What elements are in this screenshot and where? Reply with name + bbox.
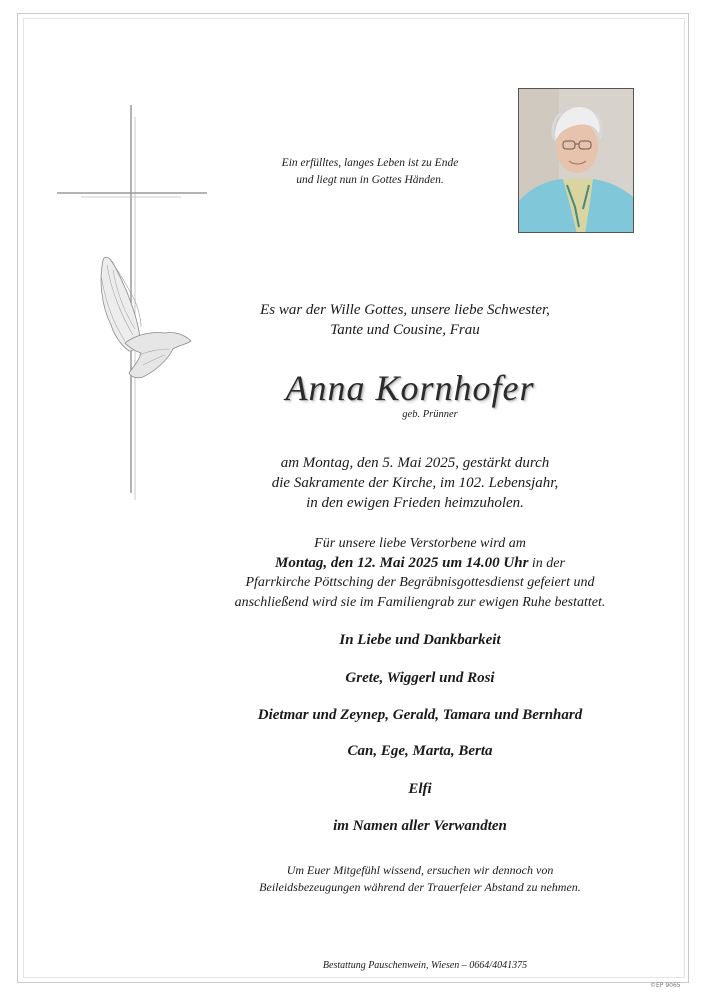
- service-line-rest: in der: [528, 555, 565, 571]
- intro-line: Tante und Cousine, Frau: [330, 322, 480, 338]
- signature-line: In Liebe und Dankbarkeit: [339, 632, 501, 648]
- service-date: Montag, den 12. Mai 2025 um 14.00 Uhr: [275, 554, 529, 571]
- signature-line: im Namen aller Verwandten: [333, 818, 507, 834]
- deceased-name: Anna Kornhofer: [285, 368, 535, 408]
- death-details: [230, 453, 600, 513]
- funeral-home-footer: Bestattung Pauschenwein, Wiesen – 0664/4041375: [322, 960, 528, 971]
- quote-line: und liegt nun in Gottes Händen.: [296, 174, 444, 186]
- cross-icon: [55, 105, 215, 500]
- memorial-quote: [245, 155, 495, 189]
- closing-note: [200, 862, 640, 896]
- print-code: ©EP 9065: [650, 982, 681, 989]
- signature-line: Elfi: [408, 781, 432, 797]
- signature-line: Can, Ege, Marta, Berta: [347, 743, 493, 759]
- death-line: in den ewigen Frieden heimzuholen.: [306, 495, 524, 511]
- closing-line: Um Euer Mitgefühl wissend, ersuchen wir dennoch von: [286, 863, 554, 877]
- birth-name: geb. Prünner: [402, 409, 458, 420]
- portrait-image: [519, 89, 634, 233]
- closing-line: Beileidsbezeugungen während der Trauerfeier Abstand zu nehmen.: [259, 880, 581, 894]
- service-line: anschließend wird sie im Familiengrab zur ewigen Ruhe bestattet.: [234, 594, 606, 610]
- signature-line: Grete, Wiggerl und Rosi: [345, 670, 495, 686]
- portrait-photo: [518, 88, 634, 233]
- service-line: [230, 554, 610, 574]
- funeral-service-details: [230, 534, 610, 612]
- signature-line: Dietmar und Zeynep, Gerald, Tamara und Bernhard: [257, 707, 583, 723]
- intro-line: Es war der Wille Gottes, unsere liebe Schwester,: [260, 302, 550, 318]
- quote-line: Ein erfülltes, langes Leben ist zu Ende: [281, 157, 459, 169]
- service-line: Pfarrkirche Pöttsching der Begräbnisgottesdienst gefeiert und: [245, 575, 595, 590]
- death-line: am Montag, den 5. Mai 2025, gestärkt durch: [280, 455, 550, 471]
- death-line: die Sakramente der Kirche, im 102. Lebensjahr,: [271, 475, 559, 491]
- announcement-intro: [230, 300, 580, 340]
- service-line: Für unsere liebe Verstorbene wird am: [314, 536, 526, 551]
